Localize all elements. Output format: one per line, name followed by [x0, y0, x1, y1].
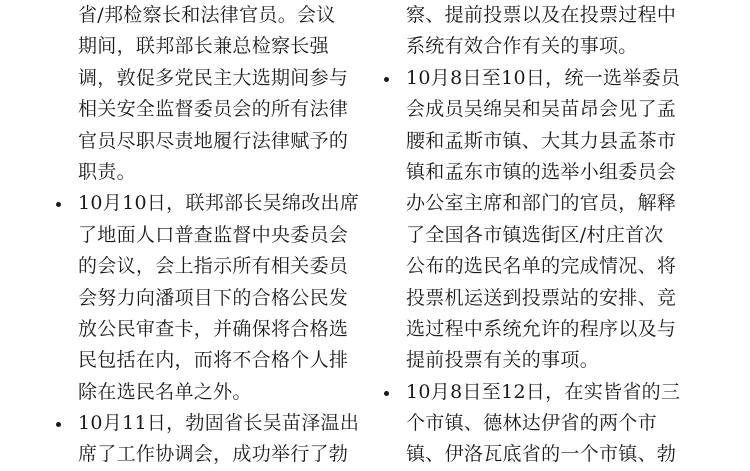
text-line: 民包括在内，而将不合格个人排 [78, 349, 349, 372]
text-line: 腰和孟斯市镇、大其力县孟茶市 [406, 129, 677, 152]
text-line: 察、提前投票以及在投票过程中 [406, 4, 677, 26]
text-line: 10月8日至10日，统一选举委员 [406, 66, 681, 89]
text-line: 官员尽职尽责地履行法律赋予的 [78, 129, 349, 152]
bullet-icon [56, 422, 61, 427]
text-line: 除在选民名单之外。 [78, 380, 252, 403]
text-line: 调，敦促多党民主大选期间参与 [78, 66, 349, 89]
bullet-item-oct-8-10 [384, 63, 714, 377]
bullet-icon [384, 77, 389, 82]
text-line: 会努力向潘项目下的合格公民发 [78, 286, 349, 309]
text-line: 会成员吴绵吴和吴苗昂会见了孟 [406, 98, 677, 121]
bullet-item-oct-11 [56, 408, 378, 471]
text-line: 的会议，会上指示所有相关委员 [78, 255, 349, 278]
text-line: 放公民审查卡，并确保将合格选 [78, 317, 349, 340]
text-line: 10月10日，联邦部长吴绵改出席 [78, 192, 360, 215]
text-line: 10月11日，勃固省长吴苗泽温出 [78, 412, 360, 435]
text-line: 10月8日至12日，在实皆省的三 [406, 380, 681, 403]
text-line: 办公室主席和部门的官员，解释 [406, 192, 677, 215]
text-line: 投票机运送到投票站的安排、竞 [406, 286, 677, 309]
text-line: 省/邦检察长和法律官员。会议 [78, 4, 336, 26]
bullet-item-oct-10 [56, 188, 378, 408]
right-continuation-paragraph [384, 0, 714, 63]
text-line: 期间，联邦部长兼总检察长强 [78, 35, 329, 58]
left-column [56, 0, 378, 471]
text-line: 镇和孟东市镇的选举小组委员会 [406, 160, 677, 183]
text-line: 镇、伊洛瓦底省的一个市镇、勃 [406, 443, 677, 466]
text-line: 职责。 [78, 160, 136, 183]
text-line: 相关安全监督委员会的所有法律 [78, 98, 349, 121]
text-line: 了地面人口普查监督中央委员会 [78, 223, 349, 246]
text-line: 席了工作协调会，成功举行了勃 [78, 443, 349, 466]
right-column [384, 0, 714, 471]
text-line: 系统有效合作有关的事项。 [406, 35, 638, 58]
text-line: 了全国各市镇选街区/村庄首次 [406, 223, 664, 246]
text-line: 个市镇、德林达伊省的两个市 [406, 412, 657, 435]
text-line: 公布的选民名单的完成情况、将 [406, 255, 677, 278]
text-line: 提前投票有关的事项。 [406, 349, 600, 372]
text-line: 选过程中系统允许的程序以及与 [406, 317, 677, 340]
bullet-icon [384, 391, 389, 396]
left-continuation-paragraph [56, 0, 378, 188]
bullet-icon [56, 202, 61, 207]
bullet-item-oct-8-12 [384, 377, 714, 471]
